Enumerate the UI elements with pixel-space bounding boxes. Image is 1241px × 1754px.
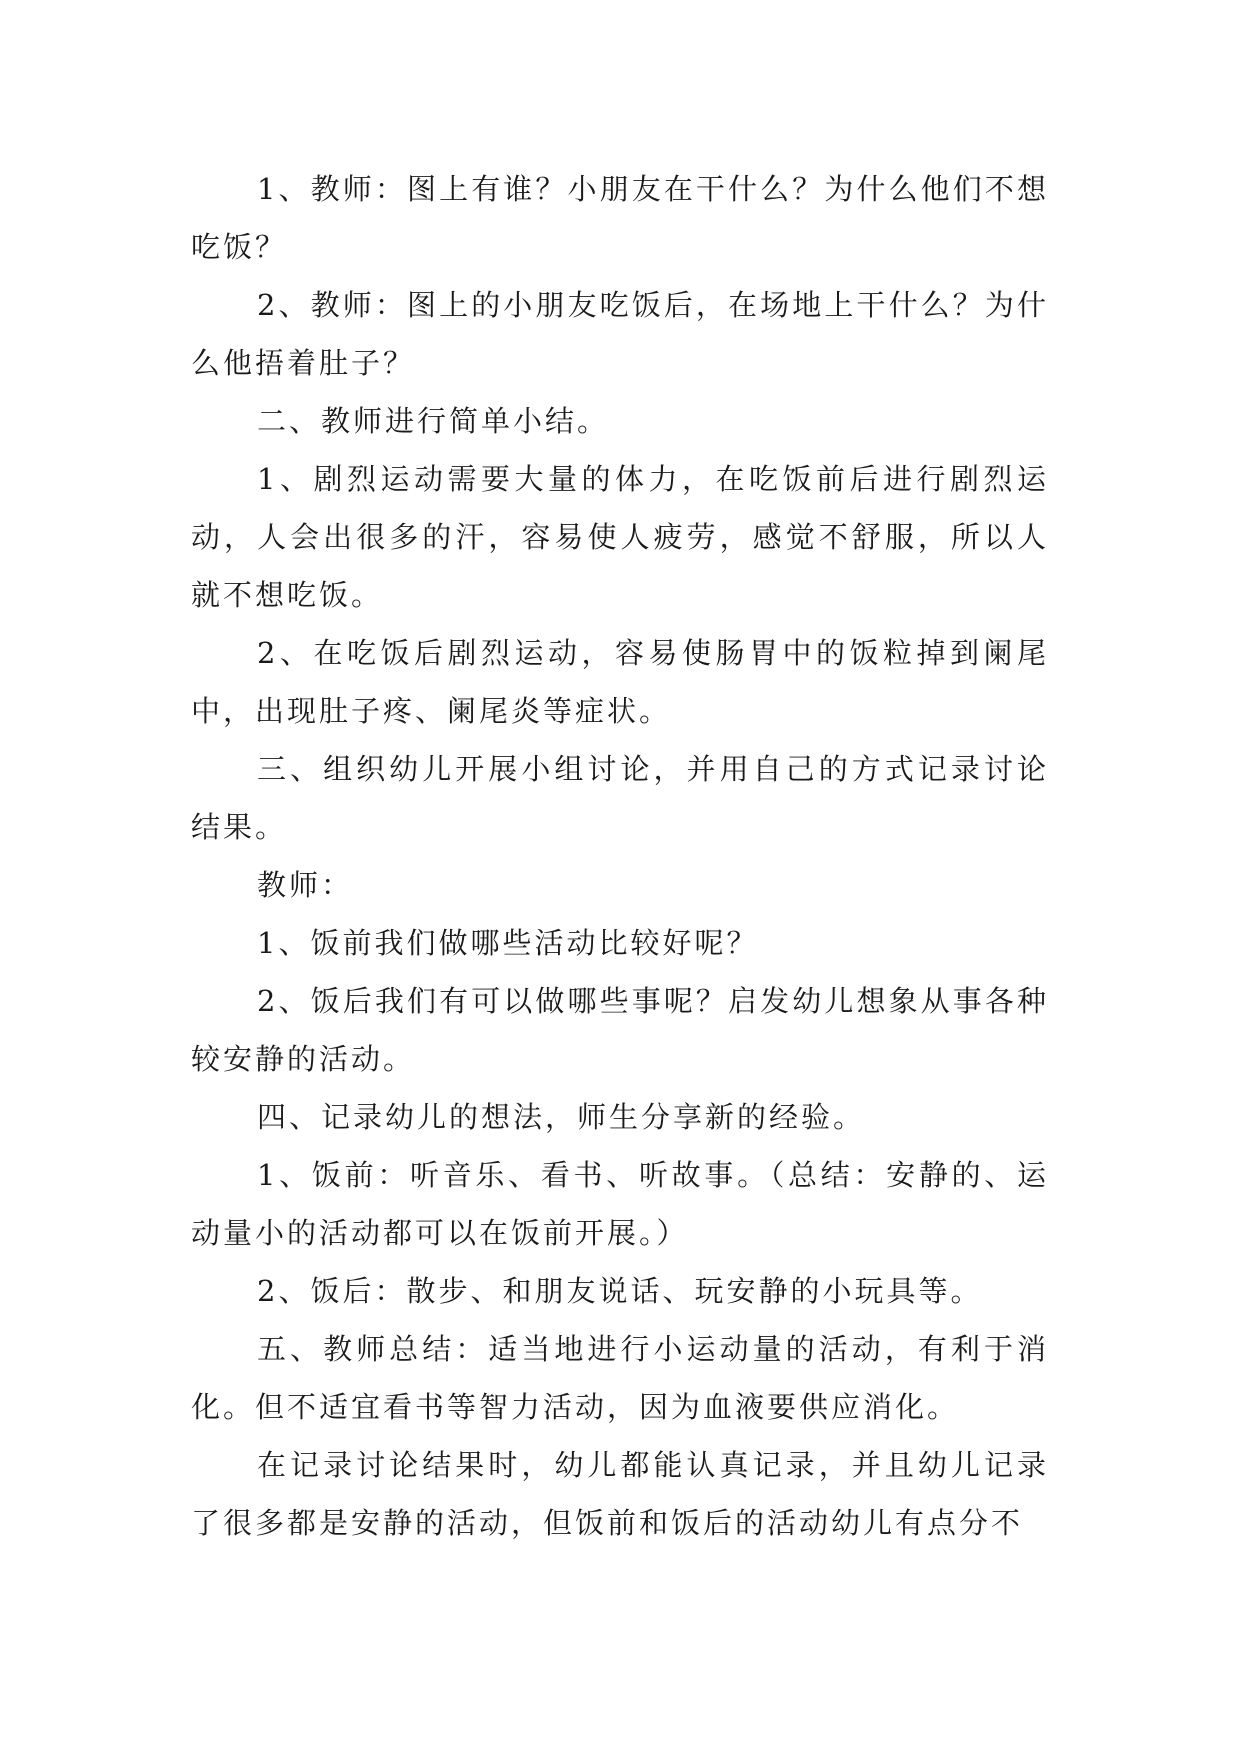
paragraph-9: 2、饭后我们有可以做哪些事呢？启发幼儿想象从事各种较安静的活动。 [191,984,1049,1076]
paragraph-8: 1、饭前我们做哪些活动比较好呢？ [257,926,759,960]
paragraph-12: 2、饭后：散步、和朋友说话、玩安静的小玩具等。 [257,1274,983,1308]
paragraph-13: 五、教师总结：适当地进行小运动量的活动，有利于消化。但不适宜看书等智力活动，因为血液要供应消化。 [191,1332,1049,1424]
paragraph-3: 二、教师进行简单小结。 [257,404,610,438]
paragraph-1: 1、教师：图上有谁？小朋友在干什么？为什么他们不想吃饭？ [191,172,1049,264]
paragraph-2: 2、教师：图上的小朋友吃饭后，在场地上干什么？为什么他捂着肚子？ [191,288,1049,380]
document-body [191,160,1049,1552]
paragraph-6: 三、组织幼儿开展小组讨论，并用自己的方式记录讨论结果。 [191,752,1049,844]
paragraph-10: 四、记录幼儿的想法，师生分享新的经验。 [257,1100,866,1134]
paragraph-14: 在记录讨论结果时，幼儿都能认真记录，并且幼儿记录了很多都是安静的活动，但饭前和饭后的活动幼儿有点分不 [191,1448,1049,1540]
paragraph-11: 1、饭前：听音乐、看书、听故事。（总结：安静的、运动量小的活动都可以在饭前开展。） [191,1158,1049,1250]
paragraph-5: 2、在吃饭后剧烈运动，容易使肠胃中的饭粒掉到阑尾中，出现肚子疼、阑尾炎等症状。 [191,636,1049,728]
paragraph-4: 1、剧烈运动需要大量的体力，在吃饭前后进行剧烈运动，人会出很多的汗，容易使人疲劳，感觉不舒服，所以人就不想吃饭。 [191,462,1049,612]
paragraph-7: 教师： [257,868,354,902]
